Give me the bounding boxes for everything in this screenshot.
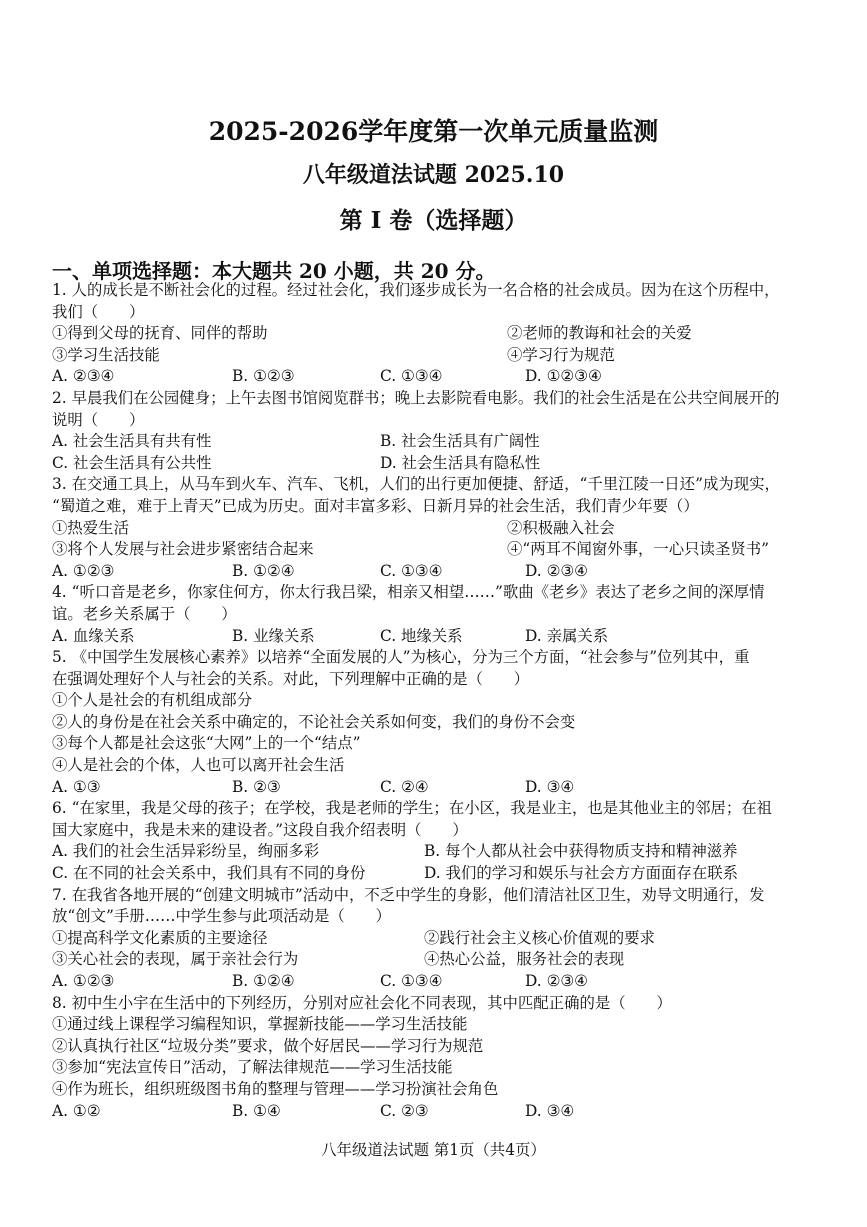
option-d: D. ②③④: [525, 972, 588, 990]
question-list: [52, 280, 832, 1122]
option-b: B. ①④: [232, 1101, 281, 1120]
statement-item: ③将个人发展与社会进步紧密结合起来: [52, 540, 314, 559]
question-1: [52, 280, 832, 388]
option-b: B. 社会生活具有广阔性: [380, 432, 540, 451]
statement-item: ①提高科学文化素质的主要途径: [52, 928, 268, 947]
exam-subtitle: 八年级道法试题 2025.10: [302, 162, 565, 188]
statement-item: ④“两耳不闻窗外事，一心只读圣贤书”: [507, 540, 769, 559]
option-d: D. ③④: [525, 777, 575, 796]
option-a: A. ②③④: [52, 367, 115, 386]
option-c: C. ①③④: [380, 367, 443, 386]
option-d: D. ①②③④: [525, 367, 602, 386]
option-b: B. 业缘关系: [232, 626, 315, 645]
question-stem-line: “蜀道之难，难于上青天”已成为历史。面对丰富多彩、日新月异的社会生活，我们青少年要（）: [52, 496, 699, 515]
question-stem-line: 2. 早晨我们在公园健身；上午去图书馆阅览群书；晚上去影院看电影。我们的社会生活是在公共空间展开的: [52, 388, 780, 407]
options-row: [52, 971, 832, 993]
question-stem-line: 1. 人的成长是不断社会化的过程。经过社会化，我们逐步成长为一名合格的社会成员。因为在这个历程中，: [52, 281, 780, 299]
option-b: B. ①②④: [232, 972, 295, 990]
statement-item: ③学习生活技能: [52, 345, 160, 364]
options-row: [52, 863, 832, 885]
option-a: A. 血缘关系: [52, 626, 135, 645]
question-5: [52, 647, 832, 798]
question-stem-line: 8. 初中生小宇在生活中的下列经历，分别对应社会化不同表现，其中匹配正确的是（ ）: [52, 993, 672, 1012]
section-heading: 一、单项选择题：本大题共 20 小题，共 20 分。: [52, 259, 496, 283]
option-b: B. ①②④: [232, 561, 295, 580]
question-stem-line: 3. 在交通工具上，从马车到火车、汽车、飞机，人们的出行更加便捷、舒适，“千里江陵一日还”成为现实，: [52, 475, 780, 494]
question-stem-line: 7. 在我省各地开展的“创建文明城市”活动中，不乏中学生的身影，他们清洁社区卫生，劝导文明通行，发: [52, 885, 765, 904]
options-row: [52, 841, 832, 863]
statement-item: ②老师的教诲和社会的关爱: [507, 324, 692, 343]
statement-item: ①通过线上课程学习编程知识，掌握新技能——学习生活技能: [52, 1015, 468, 1034]
statement-item: ②人的身份是在社会关系中确定的，不论社会关系如何变，我们的身份不会变: [52, 712, 576, 731]
statement-item: ④学习行为规范: [507, 345, 615, 364]
option-b: B. ①②③: [232, 367, 295, 386]
question-4: [52, 582, 832, 647]
option-a: A. ①②③: [52, 972, 115, 990]
question-3: [52, 474, 832, 582]
option-b: B. ②③: [232, 777, 281, 796]
question-2: [52, 388, 832, 474]
option-d: D. ②③④: [525, 561, 588, 580]
page-footer: 八年级道法试题 第1页（共4页）: [321, 1141, 546, 1159]
question-stem-line: 4. “听口音是老乡，你家住何方，你太行我吕梁，相亲又相望……”歌曲《老乡》表达了老乡之间的深厚情: [52, 583, 765, 602]
statement-item: ③关心社会的表现，属于亲社会行为: [52, 950, 299, 969]
statement-item: ③参加“宪法宣传日”活动，了解法律规范——学习生活技能: [52, 1058, 453, 1077]
question-7: [52, 885, 832, 993]
statement-item: ④热心公益，服务社会的表现: [424, 950, 625, 969]
statement-item: ②积极融入社会: [507, 518, 615, 537]
statement-item: ①热爱生活: [52, 518, 129, 537]
option-a: A. 我们的社会生活异彩纷呈，绚丽多彩: [52, 842, 320, 861]
option-c: C. ①③④: [380, 561, 443, 580]
option-d: D. ③④: [525, 1101, 575, 1120]
question-stem-line: 国大家庭中，我是未来的建设者。”这段自我介绍表明（ ）: [52, 820, 468, 839]
options-row: [52, 777, 832, 799]
statement-item: ④人是社会的个体，人也可以离开社会生活: [52, 756, 345, 775]
item-row: [52, 539, 832, 561]
question-stem-line: 在强调处理好个人与社会的关系。对此，下列理解中正确的是（ ）: [52, 669, 530, 688]
item-row: [52, 345, 832, 367]
statement-item: ①个人是社会的有机组成部分: [52, 691, 253, 710]
option-c: C. 社会生活具有公共性: [52, 453, 212, 472]
option-c: C. 在不同的社会关系中，我们具有不同的身份: [52, 864, 366, 883]
option-a: A. ①③: [52, 777, 101, 796]
statement-item: ③每个人都是社会这张“大网”上的一个“结点”: [52, 734, 361, 753]
question-stem-line: 说明（ ）: [52, 410, 145, 429]
statement-item: ④作为班长，组织班级图书角的整理与管理——学习扮演社会角色: [52, 1079, 499, 1098]
statement-item: ②认真执行社区“垃圾分类”要求，做个好居民——学习行为规范: [52, 1036, 484, 1055]
volume-heading: 第 I 卷（选择题）: [339, 207, 528, 234]
exam-title: 2025-2026学年度第一次单元质量监测: [208, 117, 659, 146]
item-row: [52, 323, 832, 345]
option-a: A. ①②③: [52, 561, 115, 580]
question-stem-line: 5. 《中国学生发展核心素养》以培养“全面发展的人”为核心，分为三个方面，“社会参与”位列其中，重: [52, 648, 750, 667]
option-c: C. ②④: [380, 777, 429, 796]
options-row: [52, 1101, 832, 1123]
option-a: A. 社会生活具有共有性: [52, 432, 212, 451]
item-row: [52, 518, 832, 540]
item-row: [52, 949, 832, 971]
option-c: C. ①③④: [380, 972, 443, 990]
options-row: [52, 366, 832, 388]
option-c: C. 地缘关系: [380, 626, 463, 645]
question-stem-line: 我们（ ）: [52, 302, 145, 321]
option-a: A. ①②: [52, 1101, 101, 1120]
options-row: [52, 561, 832, 583]
option-d: D. 社会生活具有隐私性: [380, 453, 541, 472]
statement-item: ①得到父母的抚育、同伴的帮助: [52, 324, 268, 343]
option-d: D. 我们的学习和娱乐与社会方方面面存在联系: [424, 864, 738, 883]
item-row: [52, 928, 832, 950]
question-6: [52, 798, 832, 884]
question-8: [52, 993, 832, 1123]
question-stem-line: 6. “在家里，我是父母的孩子；在学校，我是老师的学生；在小区，我是业主，也是其他业主的邻居；在祖: [52, 799, 773, 818]
options-row: [52, 626, 832, 648]
statement-item: ②践行社会主义核心价值观的要求: [424, 928, 655, 947]
option-b: B. 每个人都从社会中获得物质支持和精神滋养: [424, 842, 738, 861]
question-stem-line: 谊。老乡关系属于（ ）: [52, 604, 237, 623]
option-d: D. 亲属关系: [525, 626, 609, 645]
question-stem-line: 放“创文”手册……中学生参与此项活动是（ ）: [52, 907, 391, 926]
options-row: [52, 431, 832, 453]
option-c: C. ②③: [380, 1101, 429, 1120]
options-row: [52, 453, 832, 475]
